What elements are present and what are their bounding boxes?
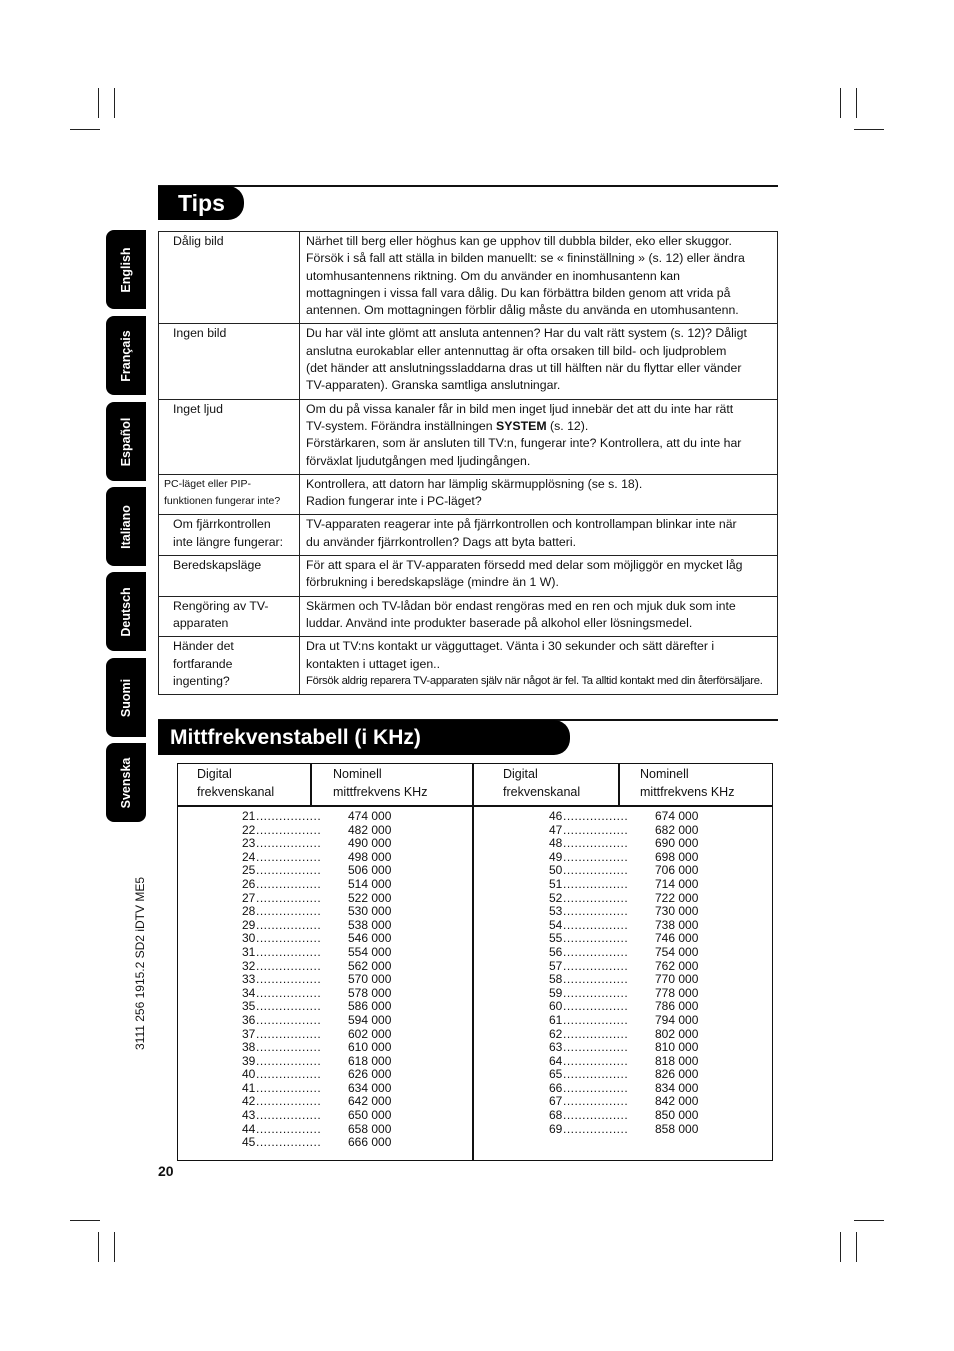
leader-dots: ................. (256, 1081, 322, 1095)
list-item (549, 810, 715, 824)
list-item (242, 1109, 408, 1123)
frequency-value: 730 000 (655, 904, 699, 919)
leader-dots: ................. (256, 932, 322, 946)
list-item (549, 892, 715, 906)
frequency-value: 786 000 (655, 999, 699, 1014)
channel-number: 48 (549, 836, 563, 851)
leader-dots: ................. (563, 891, 629, 905)
problem-cell: Händer det fortfarande ingenting? (159, 637, 300, 695)
list-item (242, 1136, 408, 1150)
list-item (549, 1082, 715, 1096)
list-item (549, 987, 715, 1001)
tab-deutsch[interactable]: Deutsch (106, 572, 146, 651)
channel-number: 66 (549, 1080, 563, 1095)
frequency-value: 570 000 (348, 972, 392, 987)
tab-english[interactable]: English (106, 230, 146, 309)
frequency-value: 802 000 (655, 1026, 699, 1041)
list-item (242, 851, 408, 865)
channel-number: 55 (549, 931, 563, 946)
channel-number: 67 (549, 1094, 563, 1109)
list-item (549, 864, 715, 878)
channel-number: 42 (242, 1094, 256, 1109)
solution-cell: För att spara el är TV-apparaten försedd med delar som möjliggör en mycket låg förbrukning i beredskapsläge (mindre än 1 W). (300, 556, 778, 597)
list-item (549, 1041, 715, 1055)
list-item (549, 1014, 715, 1028)
frequency-value: 538 000 (348, 917, 392, 932)
channel-number: 54 (549, 917, 563, 932)
leader-dots: ................. (563, 877, 629, 891)
leader-dots: ................. (563, 823, 629, 837)
list-item (242, 1068, 408, 1082)
channel-number: 68 (549, 1108, 563, 1123)
list-item (242, 1041, 408, 1055)
frequency-value: 722 000 (655, 890, 699, 905)
frequency-value: 706 000 (655, 863, 699, 878)
channel-number: 53 (549, 904, 563, 919)
problem-cell: Inget ljud (159, 399, 300, 474)
frequency-value: 682 000 (655, 822, 699, 837)
channel-number: 34 (242, 985, 256, 1000)
channel-number: 27 (242, 890, 256, 905)
frequency-value: 834 000 (655, 1080, 699, 1095)
channel-number: 35 (242, 999, 256, 1014)
list-item (549, 851, 715, 865)
table-row (159, 556, 778, 597)
frequency-value: 666 000 (348, 1135, 392, 1150)
leader-dots: ................. (563, 973, 629, 987)
list-item (242, 1028, 408, 1042)
channel-number: 56 (549, 944, 563, 959)
frequency-value: 738 000 (655, 917, 699, 932)
leader-dots: ................. (563, 810, 629, 823)
frequency-value: 618 000 (348, 1053, 392, 1068)
channel-number: 38 (242, 1040, 256, 1055)
list-item (549, 1109, 715, 1123)
problem-cell: PC-läget eller PIP- funktionen fungerar inte? (159, 474, 300, 515)
table-row (159, 637, 778, 695)
frequency-value: 794 000 (655, 1012, 699, 1027)
leader-dots: ................. (256, 1136, 322, 1150)
table-row (159, 596, 778, 637)
list-item (242, 1014, 408, 1028)
header-channel-right: Digital frekvenskanal (503, 767, 581, 799)
channel-number: 41 (242, 1080, 256, 1095)
leader-dots: ................. (256, 864, 322, 878)
crop-mark (70, 1220, 100, 1221)
frequency-value: 858 000 (655, 1121, 699, 1136)
frequency-value: 562 000 (348, 958, 392, 973)
frequency-value: 650 000 (348, 1108, 392, 1123)
document-code: 3111 256 1915.2 SD2 iDTV ME5 (133, 877, 147, 1050)
channel-number: 23 (242, 836, 256, 851)
leader-dots: ................. (256, 1122, 322, 1136)
channel-number: 25 (242, 863, 256, 878)
leader-dots: ................. (256, 959, 322, 973)
frequency-list-right (549, 810, 715, 1136)
channel-number: 61 (549, 1012, 563, 1027)
list-item (242, 919, 408, 933)
tips-title-text: Tips (178, 189, 225, 216)
leader-dots: ................. (256, 1095, 322, 1109)
frequency-value: 474 000 (348, 809, 392, 823)
channel-number: 43 (242, 1108, 256, 1123)
frequency-value: 626 000 (348, 1067, 392, 1082)
tab-francais[interactable]: Français (106, 316, 146, 395)
frequency-value: 506 000 (348, 863, 392, 878)
channel-number: 50 (549, 863, 563, 878)
list-item (549, 1123, 715, 1137)
channel-number: 28 (242, 904, 256, 919)
solution-cell: Om du på vissa kanaler får in bild men inget ljud innebär det att du inte har rätt TV-system. Förändra inställningen SYSTEM (s. 12). Förstärkaren, som är ansluten till TV:n, fungerar inte? Kontrollera, att du inte har förväxlat ljudutgången med ljudingången. (300, 399, 778, 474)
channel-number: 63 (549, 1040, 563, 1055)
freq-title-text: Mittfrekvenstabell (i KHz) (170, 725, 421, 749)
leader-dots: ................. (256, 1054, 322, 1068)
frequency-value: 746 000 (655, 931, 699, 946)
crop-mark (856, 88, 857, 118)
list-item (242, 1095, 408, 1109)
solution-cell: TV-apparaten reagerar inte på fjärrkontrollen och kontrollampan blinkar inte när du använder fjärrkontrollen? Dags att byta batteri. (300, 515, 778, 556)
frequency-value: 594 000 (348, 1012, 392, 1027)
list-item (242, 1082, 408, 1096)
list-item (242, 864, 408, 878)
list-item (549, 932, 715, 946)
list-item (242, 837, 408, 851)
crop-mark (840, 88, 841, 118)
leader-dots: ................. (563, 850, 629, 864)
frequency-value: 714 000 (655, 876, 699, 891)
crop-mark (854, 129, 884, 130)
leader-dots: ................. (563, 1000, 629, 1014)
list-item (242, 892, 408, 906)
channel-number: 21 (242, 809, 256, 823)
frequency-value: 530 000 (348, 904, 392, 919)
channel-number: 65 (549, 1067, 563, 1082)
tips-rule (158, 185, 778, 187)
list-item (242, 1055, 408, 1069)
frequency-value: 602 000 (348, 1026, 392, 1041)
system-setting-label: SYSTEM (496, 418, 547, 433)
divider (472, 764, 474, 1160)
leader-dots: ................. (256, 1109, 322, 1123)
channel-number: 40 (242, 1067, 256, 1082)
tips-table (158, 231, 778, 695)
frequency-value: 554 000 (348, 944, 392, 959)
leader-dots: ................. (256, 850, 322, 864)
leader-dots: ................. (563, 1095, 629, 1109)
channel-number: 58 (549, 972, 563, 987)
leader-dots: ................. (256, 1000, 322, 1014)
leader-dots: ................. (563, 918, 629, 932)
leader-dots: ................. (256, 1068, 322, 1082)
problem-cell: Om fjärrkontrollen inte längre fungerar: (159, 515, 300, 556)
list-item (242, 878, 408, 892)
frequency-value: 658 000 (348, 1121, 392, 1136)
leader-dots: ................. (563, 945, 629, 959)
leader-dots: ................. (563, 905, 629, 919)
frequency-value: 586 000 (348, 999, 392, 1014)
channel-number: 26 (242, 876, 256, 891)
frequency-value: 754 000 (655, 944, 699, 959)
list-item (242, 973, 408, 987)
list-item (242, 946, 408, 960)
frequency-value: 850 000 (655, 1108, 699, 1123)
channel-number: 52 (549, 890, 563, 905)
table-row (159, 474, 778, 515)
list-item (549, 878, 715, 892)
list-item (242, 905, 408, 919)
frequency-value: 778 000 (655, 985, 699, 1000)
solution-cell: Skärmen och TV-lådan bör endast rengöras med en ren och mjuk duk som inte luddar. Använd inte produkter baserade på alkohol eller lösningsmedel. (300, 596, 778, 637)
solution-cell: Du har väl inte glömt att ansluta antennen? Har du valt rätt system (s. 12)? Dåligt anslutna eurokablar eller antennuttag är ofta orsaken till bild- och ljudproblem (det händer att anslutningssladdarna dras ut till hälften när du flyttar eller vänder TV-apparaten). Granska samtliga anslutningar. (300, 324, 778, 399)
channel-number: 46 (549, 809, 563, 823)
frequency-value: 690 000 (655, 836, 699, 851)
divider (310, 764, 312, 806)
frequency-value: 546 000 (348, 931, 392, 946)
channel-number: 57 (549, 958, 563, 973)
leader-dots: ................. (563, 1027, 629, 1041)
table-row (159, 232, 778, 324)
tab-svenska[interactable]: Svenska (106, 743, 146, 822)
frequency-value: 490 000 (348, 836, 392, 851)
crop-mark (114, 88, 115, 118)
divider (618, 764, 620, 806)
channel-number: 44 (242, 1121, 256, 1136)
crop-mark (70, 129, 100, 130)
channel-number: 64 (549, 1053, 563, 1068)
frequency-value: 698 000 (655, 849, 699, 864)
frequency-value: 498 000 (348, 849, 392, 864)
header-freq-right: Nominell mittfrekvens KHz (640, 767, 735, 799)
leader-dots: ................. (563, 1068, 629, 1082)
channel-number: 22 (242, 822, 256, 837)
leader-dots: ................. (256, 918, 322, 932)
channel-number: 32 (242, 958, 256, 973)
leader-dots: ................. (256, 905, 322, 919)
frequency-value: 818 000 (655, 1053, 699, 1068)
leader-dots: ................. (563, 1054, 629, 1068)
frequency-value: 482 000 (348, 822, 392, 837)
list-item (549, 946, 715, 960)
frequency-list-left (242, 810, 408, 1150)
crop-mark (114, 1232, 115, 1262)
leader-dots: ................. (563, 959, 629, 973)
header-channel-left: Digital frekvenskanal (197, 767, 275, 799)
channel-number: 47 (549, 822, 563, 837)
leader-dots: ................. (256, 1027, 322, 1041)
list-item (549, 905, 715, 919)
frequency-value: 770 000 (655, 972, 699, 987)
solution-cell: Närhet till berg eller höghus kan ge upphov till dubbla bilder, eko eller skuggor. Försök i så fall att ställa in bilden manuellt: se « fininställning » (s. 12) eller ändra utomhusantennens riktning. Om du använder en inomhusantenn kan mottagningen i vissa fall vara dålig. Du kan förbättra bilden genom att vrida på antennen. Om mottagningen förblir dålig måste du använda en utomhusantenn. (300, 232, 778, 324)
leader-dots: ................. (256, 1013, 322, 1027)
list-item (242, 1000, 408, 1014)
frequency-value: 762 000 (655, 958, 699, 973)
solution-cell: Kontrollera, att datorn har lämplig skärmupplösning (se s. 18). Radion fungerar inte i PC-läget? (300, 474, 778, 515)
leader-dots: ................. (256, 837, 322, 851)
list-item (549, 1000, 715, 1014)
frequency-value: 826 000 (655, 1067, 699, 1082)
leader-dots: ................. (563, 1041, 629, 1055)
channel-number: 30 (242, 931, 256, 946)
tips-title (158, 186, 244, 220)
list-item (242, 987, 408, 1001)
frequency-value: 610 000 (348, 1040, 392, 1055)
frequency-value: 842 000 (655, 1094, 699, 1109)
list-item (242, 960, 408, 974)
frequency-value: 674 000 (655, 809, 699, 823)
leader-dots: ................. (256, 823, 322, 837)
problem-cell: Ingen bild (159, 324, 300, 399)
leader-dots: ................. (256, 810, 322, 823)
channel-number: 31 (242, 944, 256, 959)
channel-number: 39 (242, 1053, 256, 1068)
channel-number: 29 (242, 917, 256, 932)
leader-dots: ................. (256, 945, 322, 959)
frequency-value: 514 000 (348, 876, 392, 891)
list-item (549, 960, 715, 974)
channel-number: 24 (242, 849, 256, 864)
table-row (159, 324, 778, 399)
frequency-value: 810 000 (655, 1040, 699, 1055)
table-row (159, 515, 778, 556)
channel-number: 36 (242, 1012, 256, 1027)
problem-cell: Beredskapsläge (159, 556, 300, 597)
leader-dots: ................. (256, 1041, 322, 1055)
table-row (159, 399, 778, 474)
list-item (242, 824, 408, 838)
channel-number: 62 (549, 1026, 563, 1041)
list-item (549, 824, 715, 838)
page-number: 20 (158, 1163, 174, 1179)
list-item (549, 837, 715, 851)
list-item (549, 1095, 715, 1109)
leader-dots: ................. (563, 1122, 629, 1136)
leader-dots: ................. (563, 837, 629, 851)
problem-cell: Rengöring av TV- apparaten (159, 596, 300, 637)
leader-dots: ................. (563, 932, 629, 946)
leader-dots: ................. (256, 877, 322, 891)
crop-mark (856, 1232, 857, 1262)
list-item (549, 1068, 715, 1082)
tab-italiano[interactable]: Italiano (106, 487, 146, 566)
problem-cell: Dålig bild (159, 232, 300, 324)
freq-title (158, 720, 570, 755)
leader-dots: ................. (256, 973, 322, 987)
list-item (549, 1028, 715, 1042)
channel-number: 60 (549, 999, 563, 1014)
channel-number: 51 (549, 876, 563, 891)
solution-cell: Dra ut TV:ns kontakt ur vägguttaget. Vänta i 30 sekunder och sätt därefter i kontakten i uttaget igen.. Försök aldrig reparera TV-apparaten själv när något är fel. Ta alltid kontakt med din återförsäljare. (300, 637, 778, 695)
frequency-table (177, 763, 773, 1161)
channel-number: 59 (549, 985, 563, 1000)
leader-dots: ................. (563, 986, 629, 1000)
channel-number: 45 (242, 1135, 256, 1150)
leader-dots: ................. (563, 1109, 629, 1123)
tab-espanol[interactable]: Español (106, 402, 146, 481)
list-item (549, 1055, 715, 1069)
leader-dots: ................. (563, 1081, 629, 1095)
list-item (242, 810, 408, 824)
frequency-value: 578 000 (348, 985, 392, 1000)
frequency-value: 634 000 (348, 1080, 392, 1095)
list-item (242, 1123, 408, 1137)
list-item (242, 932, 408, 946)
channel-number: 33 (242, 972, 256, 987)
channel-number: 37 (242, 1026, 256, 1041)
leader-dots: ................. (256, 986, 322, 1000)
list-item (549, 973, 715, 987)
channel-number: 69 (549, 1121, 563, 1136)
frequency-value: 522 000 (348, 890, 392, 905)
crop-mark (98, 1232, 99, 1262)
leader-dots: ................. (563, 864, 629, 878)
crop-mark (98, 88, 99, 118)
leader-dots: ................. (256, 891, 322, 905)
crop-mark (840, 1232, 841, 1262)
list-item (549, 919, 715, 933)
header-freq-left: Nominell mittfrekvens KHz (333, 767, 428, 799)
channel-number: 49 (549, 849, 563, 864)
crop-mark (854, 1220, 884, 1221)
leader-dots: ................. (563, 1013, 629, 1027)
frequency-value: 642 000 (348, 1094, 392, 1109)
tab-suomi[interactable]: Suomi (106, 658, 146, 737)
